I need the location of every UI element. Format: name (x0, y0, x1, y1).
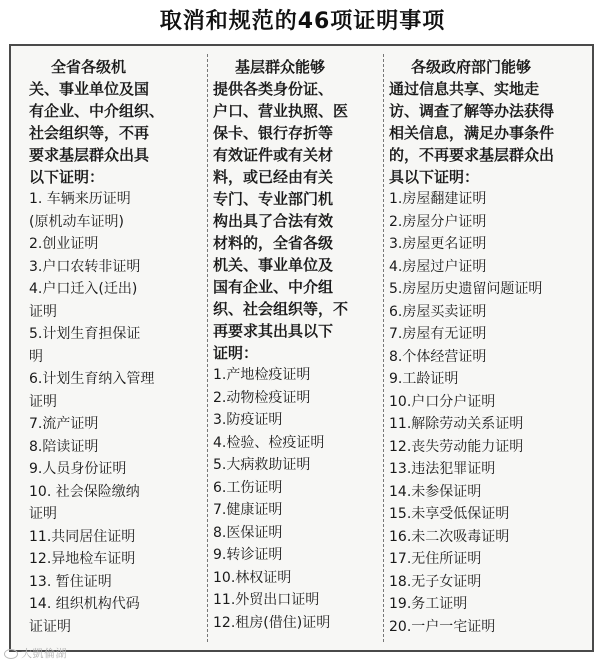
col3-list-item: 18.无子女证明 (389, 573, 482, 590)
col2-list-item: 3.防疫证明 (213, 412, 283, 428)
col3-list-item: 9.工龄证明 (389, 371, 459, 387)
watermark-text: 大凱倫湖 (21, 647, 67, 660)
col3-intro-line: 具以下证明： (389, 168, 480, 186)
col3-list-item: 6.房屋买卖证明 (389, 303, 487, 320)
col1-intro-line: 有企业、中介组织、 (29, 102, 165, 120)
col3-list-item: 2.房屋分户证明 (389, 213, 487, 230)
col1-list-item: 1. 车辆来历证明 (29, 191, 131, 207)
col3-list-item: 10.户口分户证明 (389, 393, 496, 410)
col1-list-item: 12.异地检车证明 (29, 551, 136, 567)
col3-list-item: 19.务工证明 (389, 596, 468, 612)
col3-list-item: 17.无住所证明 (389, 551, 482, 567)
watermark (4, 645, 67, 661)
col3-list-item: 4.房屋过户证明 (389, 258, 487, 275)
col2-list-item: 12.租房(借住)证明 (213, 614, 331, 631)
col3-intro-line: 各级政府部门能够 (411, 58, 532, 76)
col2-intro-line: 料，或已经由有关 (213, 168, 334, 186)
col1-list-item: 5.计划生育担保证 (29, 326, 141, 342)
column-3 (389, 46, 594, 650)
col3-intro-line: 通过信息共享、实地走 (389, 80, 540, 98)
col2-list-item: 10.林权证明 (213, 569, 292, 586)
column-2 (213, 46, 383, 650)
col1-list-item: 6.计划生育纳入管理 (29, 371, 155, 387)
col2-intro-line: 再要求其出具以下 (213, 322, 334, 340)
col1-list-item: 9.人员身份证明 (29, 461, 127, 477)
col3-list-item: 12.丧失劳动能力证明 (389, 438, 524, 455)
col1-list-item: 11.共同居住证明 (29, 528, 136, 545)
col3-intro-line: 访、调查了解等办法获得 (389, 102, 555, 120)
col1-list-item: 3.户口农转非证明 (29, 258, 141, 275)
col2-intro-line: 保卡、银行存折等 (213, 124, 334, 142)
col1-list-item: 证明 (29, 393, 57, 410)
col3-intro-line: 的，不再要求基层群众出 (389, 146, 555, 164)
column-divider-2 (383, 54, 384, 642)
col1-list-item: 4.户口迁入(迁出) (29, 281, 138, 297)
col2-list-item: 5.大病救助证明 (213, 457, 311, 473)
col3-list-item: 5.房屋历史遗留问题证明 (389, 281, 543, 297)
col1-intro-line: 关、事业单位及国 (29, 80, 150, 98)
col2-intro-line: 织、社会组织等，不 (213, 300, 349, 318)
col2-intro-line: 有效证件或有关材 (213, 146, 334, 164)
content-frame (9, 44, 594, 652)
col2-intro-line: 证明： (213, 344, 259, 362)
col2-intro-line: 机关、事业单位及 (213, 256, 334, 274)
col1-list-item: 8.陪读证明 (29, 438, 99, 455)
col1-list-item: 2.创业证明 (29, 236, 99, 252)
col2-intro-line: 材料的，全省各级 (213, 234, 334, 252)
col1-list-item: 10. 社会保险缴纳 (29, 483, 140, 500)
col1-intro-line: 以下证明： (29, 168, 105, 186)
col3-list-item: 20.一户一宅证明 (389, 618, 496, 635)
col3-list-item: 16.未二次吸毒证明 (389, 528, 510, 545)
col3-list-item: 1.房屋翻建证明 (389, 191, 487, 207)
col2-intro-line: 户口、营业执照、医 (213, 102, 349, 120)
col2-intro-line: 国有企业、中介组 (213, 278, 334, 296)
col3-list-item: 3.房屋更名证明 (389, 236, 487, 252)
col1-intro-line: 要求基层群众出具 (29, 146, 150, 164)
col2-list-item: 8.医保证明 (213, 524, 283, 541)
col3-list-item: 7.房屋有无证明 (389, 326, 487, 342)
col2-list-item: 7.健康证明 (213, 502, 283, 518)
col1-list-item: 明 (29, 348, 43, 365)
col1-list-item: 证证明 (29, 618, 71, 635)
col1-intro-line: 全省各级机 (51, 58, 127, 76)
col2-list-item: 9.转诊证明 (213, 547, 283, 563)
col1-list-item: 证明 (29, 303, 57, 320)
col1-intro-line: 社会组织等，不再 (29, 124, 150, 142)
col2-intro-line: 基层群众能够 (235, 58, 326, 76)
col2-list-item: 4.检验、检疫证明 (213, 434, 325, 451)
col2-list-item: 1.产地检疫证明 (213, 367, 311, 383)
col2-intro-line: 构出具了合法有效 (213, 212, 334, 230)
col3-intro-line: 相关信息，满足办事条件 (389, 124, 555, 142)
col3-list-item: 15.未享受低保证明 (389, 506, 510, 522)
col2-list-item: 2.动物检疫证明 (213, 389, 311, 406)
col1-list-item: 证明 (29, 506, 57, 522)
col2-list-item: 6.工伤证明 (213, 479, 283, 496)
col1-list-item: 7.流产证明 (29, 416, 99, 432)
column-divider-1 (207, 54, 208, 642)
col2-intro-line: 专门、专业部门机 (213, 190, 334, 208)
col3-list-item: 14.未参保证明 (389, 483, 482, 500)
col1-list-item: 13. 暂住证明 (29, 573, 112, 590)
page-title: 取消和规范的46项证明事项 (159, 9, 446, 34)
column-1 (29, 46, 209, 650)
col2-list-item: 11.外贸出口证明 (213, 592, 320, 608)
col3-list-item: 8.个体经营证明 (389, 348, 487, 365)
col2-intro-line: 提供各类身份证、 (213, 80, 334, 98)
col1-list-item: 14. 组织机构代码 (29, 596, 140, 612)
col1-list-item: (原机动车证明) (29, 213, 124, 230)
weibo-eye-icon (4, 649, 18, 659)
col3-list-item: 11.解除劳动关系证明 (389, 416, 524, 432)
col3-list-item: 13.违法犯罪证明 (389, 461, 496, 477)
